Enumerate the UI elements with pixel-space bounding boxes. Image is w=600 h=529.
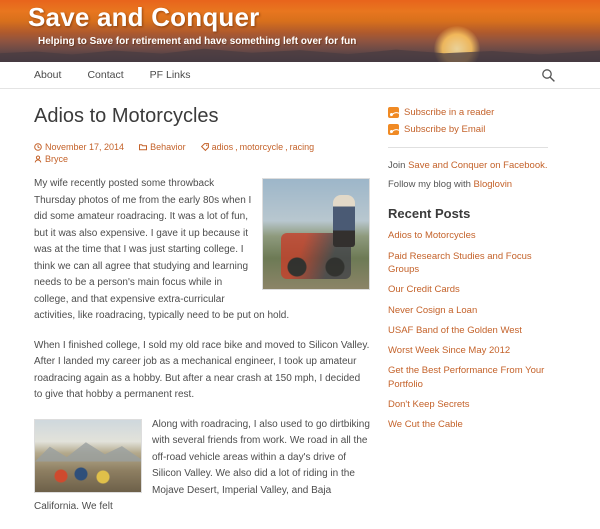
- post-category-link[interactable]: Behavior: [150, 142, 186, 152]
- post-author-link[interactable]: Bryce: [45, 154, 69, 164]
- post-meta: [34, 142, 370, 164]
- site-title: Save and Conquer: [28, 2, 260, 32]
- post-paragraph-3: Along with roadracing, I also used to go dirtbiking with several friends from work. We road in all the off-road vehicle areas within a day's drive of Silicon Valley. We also did a lot of riding in the Mojave Desert, Imperial Valley, and Baja California. We felt: [34, 418, 370, 512]
- post-paragraph-1: My wife recently posted some throwback Thursday photos of me from the early 80s when I did some amateur roadracing. It was a lot of fun, but it was also expensive. I gave it up because it was at the time that I was just starting college. I think we can all agree that studying and learning needs to be a person's main focus while in college, and that expensive extra-curricular activities, like roadracing, typically need to be put on hold.: [34, 178, 290, 321]
- list-item: [388, 364, 548, 391]
- search-icon[interactable]: [541, 68, 556, 83]
- content-wrapper: [0, 89, 600, 529]
- list-item: [388, 283, 548, 296]
- bloglovin-prefix: Follow my blog with: [388, 179, 474, 191]
- facebook-join-prefix: Join: [388, 160, 409, 171]
- sidebar: [388, 105, 548, 529]
- list-item: [388, 344, 548, 357]
- post-tag-0[interactable]: adios: [211, 142, 234, 152]
- rss-icon: [388, 124, 399, 135]
- subscribe-reader-row[interactable]: [388, 107, 548, 118]
- dirtbike-riders-graphic: [51, 462, 123, 484]
- list-item: [388, 398, 548, 411]
- post-date: [34, 142, 124, 152]
- post-body: [34, 176, 370, 516]
- rider-graphic: [333, 195, 355, 247]
- subscribe-reader-link[interactable]: Subscribe in a reader: [404, 107, 495, 118]
- clock-icon: [34, 143, 42, 151]
- recent-post-7[interactable]: Don't Keep Secrets: [388, 399, 470, 411]
- mountain-graphic: [35, 438, 141, 462]
- bloglovin-link[interactable]: Bloglovin: [473, 179, 513, 191]
- recent-post-2[interactable]: Our Credit Cards: [388, 284, 460, 296]
- recent-post-5[interactable]: Worst Week Since May 2012: [388, 345, 511, 357]
- post-image-desert: [34, 419, 142, 493]
- recent-post-6[interactable]: Get the Best Performance From Your Portfolio: [388, 365, 545, 390]
- recent-post-8[interactable]: We Cut the Cable: [388, 419, 463, 431]
- list-item: [388, 324, 548, 337]
- post-title: Adios to Motorcycles: [34, 105, 219, 127]
- post-tags: [201, 142, 315, 152]
- tag-separator-0: ,: [235, 142, 238, 152]
- recent-posts-title: Recent Posts: [388, 206, 471, 222]
- tag-separator-1: ,: [285, 142, 288, 152]
- post-author: [34, 154, 68, 164]
- post-tag-1[interactable]: motorcycle: [239, 142, 284, 152]
- facebook-link[interactable]: Save and Conquer on Facebook.: [408, 160, 548, 171]
- rss-icon: [388, 107, 399, 118]
- nav-item-about[interactable]: About: [34, 68, 62, 81]
- sidebar-divider: [388, 147, 548, 148]
- recent-post-1[interactable]: Paid Research Studies and Focus Groups: [388, 250, 532, 275]
- subscribe-email-row[interactable]: [388, 124, 548, 135]
- folder-icon: [139, 143, 147, 151]
- recent-post-0[interactable]: Adios to Motorcycles: [388, 230, 476, 242]
- subscribe-email-link[interactable]: Subscribe by Email: [404, 124, 486, 135]
- tag-icon: [201, 143, 209, 151]
- list-item: [388, 418, 548, 431]
- list-item: [388, 229, 548, 242]
- post-category: [139, 142, 186, 152]
- main-navigation: [0, 62, 600, 89]
- nav-item-contact[interactable]: Contact: [87, 68, 124, 81]
- post-image-motorcycle: [262, 178, 370, 290]
- site-header: [0, 0, 600, 62]
- facebook-join-text: [388, 158, 548, 173]
- user-icon: [34, 155, 42, 163]
- post-date-label: November 17, 2014: [45, 142, 125, 152]
- list-item: [388, 304, 548, 317]
- recent-posts-list: [388, 229, 548, 431]
- list-item: [388, 250, 548, 277]
- recent-post-3[interactable]: Never Cosign a Loan: [388, 304, 478, 316]
- recent-post-4[interactable]: USAF Band of the Golden West: [388, 324, 522, 336]
- nav-item-pf-links[interactable]: PF Links: [149, 68, 191, 81]
- post-paragraph-2: When I finished college, I sold my old race bike and moved to Silicon Valley. After I landed my career job as a mechanical engineer, I took up amateur roadracing again as a hobby. But after a near crash at 150 mph, I decided to give that hobby a permanent rest.: [34, 339, 370, 400]
- site-tagline: Helping to Save for retirement and have something left over for fun: [38, 36, 357, 47]
- post-tag-2[interactable]: racing: [289, 142, 315, 152]
- main-column: [34, 105, 370, 529]
- bloglovin-follow-text: [388, 177, 548, 192]
